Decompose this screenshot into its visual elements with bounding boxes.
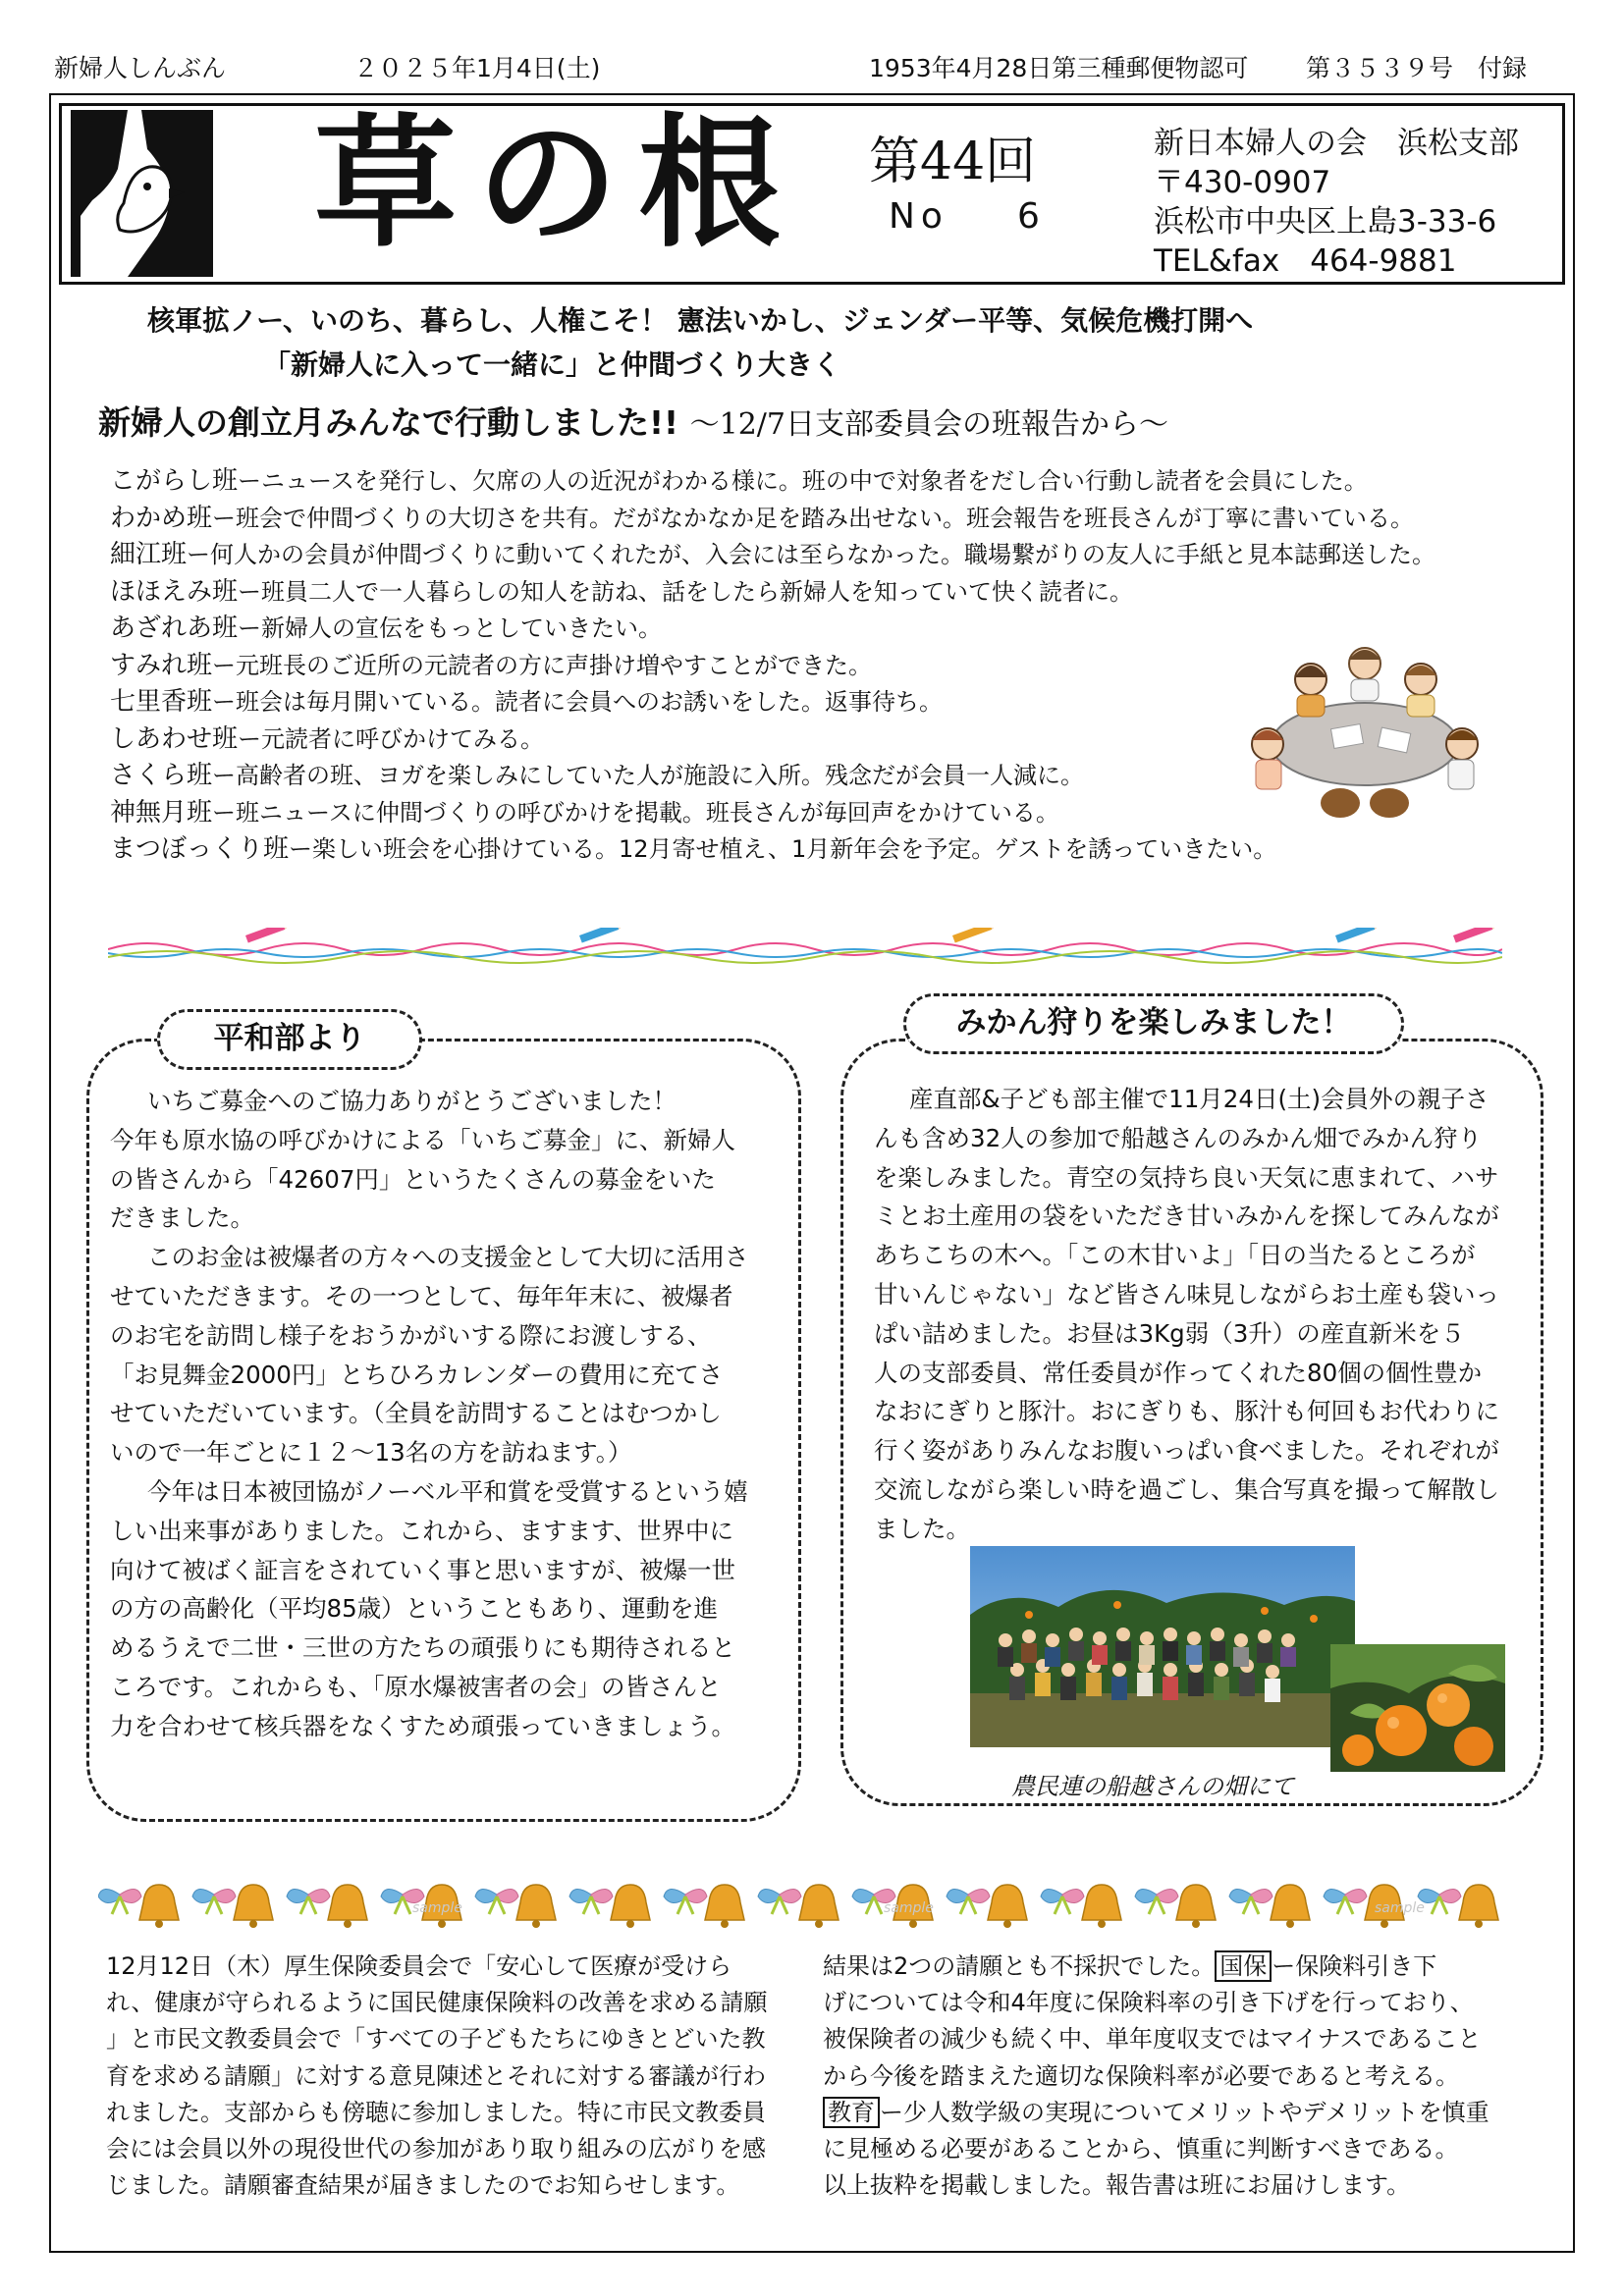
text-line: 」と市民文教委員会で「すべての子どもたちにゆきとどいた教 bbox=[106, 2025, 766, 2054]
list-item bbox=[110, 463, 1504, 501]
publication-date: ２０２５年1月4日(土) bbox=[353, 54, 601, 82]
publication-name: 新婦人しんぶん bbox=[54, 54, 227, 82]
text-line: このお金は被爆者の方々への支援金として大切に活用さ bbox=[147, 1243, 749, 1272]
kyoiku-text: ー少人数学級の実現についてメリットやデメリットを慎重 bbox=[880, 2098, 1489, 2126]
text-line: 力を合わせて核兵器をなくすため頑張っていきましょう。 bbox=[110, 1711, 735, 1740]
address: 浜松市中央区上島3-33-6 bbox=[1154, 204, 1497, 240]
mikan-section-title: みかん狩りを楽しみました！ bbox=[903, 993, 1404, 1054]
peace-section-title: 平和部より bbox=[157, 1009, 422, 1070]
bird-logo-icon bbox=[71, 110, 213, 277]
text-line: の皆さんから「42607円」というたくさんの募金をいた bbox=[110, 1164, 716, 1194]
slogan-line-2: 「新婦人に入って一緒に」と仲間づくり大きく bbox=[263, 348, 841, 381]
text-line: に見極める必要があることから、慎重に判断すべきである。 bbox=[823, 2134, 1459, 2163]
report-group-name: ほほえみ班 bbox=[110, 576, 239, 607]
report-text: ー元読者に呼びかけてみる。 bbox=[238, 724, 545, 753]
text-line: なおにぎりと豚汁。おにぎりも、豚汁も何回もお代わりに bbox=[874, 1397, 1499, 1426]
text-line: 向けて被ばく証言をされていく事と思いますが、被爆一世 bbox=[110, 1555, 735, 1584]
text-line: の方の高齢化（平均85歳）ということもあり、運動を進 bbox=[110, 1594, 719, 1624]
issue-supplement: 第３５３９号 付録 bbox=[1306, 54, 1528, 82]
petition-report-right bbox=[823, 1949, 1530, 2204]
photo-caption: 農民連の船越さんの畑にて bbox=[1011, 1773, 1294, 1800]
mikan-section-text bbox=[874, 1080, 1522, 1549]
text-line: ミとお土産用の袋をいただき甘いみかんを探してみんなが bbox=[874, 1201, 1499, 1231]
headline bbox=[98, 398, 1168, 444]
text-line: ぱい詰めました。お昼は3Kg弱（3升）の産直新米を５ bbox=[874, 1318, 1465, 1348]
text-line: せていただきます。その一つとして、毎年年末に、被爆者 bbox=[110, 1281, 733, 1310]
org-name: 新日本婦人の会 浜松支部 bbox=[1154, 126, 1519, 161]
list-item bbox=[110, 501, 1504, 538]
peace-section-text bbox=[110, 1082, 778, 1746]
report-text: ー元班長のご近所の元読者の方に声掛け増やすことができた。 bbox=[212, 651, 873, 679]
report-text: ー班会で仲間づくりの大切さを共有。だがなかなか足を踏み出せない。班会報告を班長さんが丁寧に書いている。 bbox=[212, 504, 1415, 532]
kyoiku-label: 教育 bbox=[823, 2097, 880, 2128]
text-line: 産直部&子ども部主催で11月24日(土)会員外の親子さ bbox=[909, 1085, 1489, 1113]
issue-number: 第44回 bbox=[869, 133, 1037, 191]
meeting-illustration bbox=[1242, 636, 1488, 823]
text-line bbox=[823, 1949, 1530, 1985]
text-line: を楽しみました。青空の気持ち良い天気に恵まれて、ハサ bbox=[874, 1162, 1499, 1192]
text-line: 以上抜粋を掲載しました。報告書は班にお届けします。 bbox=[823, 2171, 1411, 2200]
group-photo bbox=[970, 1546, 1355, 1747]
result-intro: 結果は2つの請願とも不採択でした。 bbox=[823, 1952, 1216, 1980]
report-group-name: あざれあ班 bbox=[110, 614, 239, 643]
report-text: ー班会は毎月開いている。読者に会員へのお誘いをした。返事待ち。 bbox=[212, 688, 944, 716]
text-line: しい出来事がありました。これから、ますます、世界中に bbox=[110, 1516, 734, 1545]
report-text: ー何人かの会員が仲間づくりに動いてくれたが、入会には至らなかった。職場繋がりの友人に手紙と見本誌郵送した。 bbox=[187, 541, 1436, 568]
issue-no-value: 6 bbox=[1016, 196, 1046, 237]
text-line: ました。 bbox=[874, 1514, 970, 1543]
text-line: 甘いんじゃない」など皆さん味見しながらお土産も袋いっ bbox=[874, 1279, 1499, 1308]
list-item bbox=[110, 537, 1504, 574]
report-text: ー班ニュースに仲間づくりの呼びかけを掲載。班長さんが毎回声をかけている。 bbox=[212, 798, 1059, 827]
report-group-name: 細江班 bbox=[110, 540, 188, 569]
text-line: 育を求める請願」に対する意見陳述とそれに対する審議が行わ bbox=[106, 2061, 766, 2090]
report-group-name: しあわせ班 bbox=[110, 723, 239, 754]
text-line: ころです。これからも、「原水爆被害者の会」の皆さんと bbox=[110, 1672, 722, 1701]
issue-no-label: No bbox=[889, 196, 948, 237]
kokuho-label: 国保 bbox=[1215, 1950, 1272, 1982]
mikan-photo bbox=[1330, 1644, 1505, 1772]
text-line: あちこちの木へ。「この木甘いよ」「日の当たるところが bbox=[874, 1241, 1476, 1270]
text-line: れ、健康が守られるように国民健康保険料の改善を求める請願 bbox=[106, 1989, 768, 2017]
text-line: 今年は日本被団協がノーベル平和賞を受賞するという嬉 bbox=[147, 1476, 748, 1506]
report-group-name: 七里香班 bbox=[110, 687, 213, 717]
text-line: いちご募金へのご協力ありがとうございました！ bbox=[147, 1087, 677, 1115]
headline-sub: ～12/7日支部委員会の班報告から～ bbox=[689, 407, 1168, 442]
text-line: だきました。 bbox=[110, 1203, 254, 1233]
pencil-divider-decoration bbox=[108, 928, 1502, 967]
text-line: 会には会員以外の現役世代の参加があり取り組みの広がりを感 bbox=[106, 2134, 766, 2163]
text-line: んも含め32人の参加で船越さんのみかん畑でみかん狩り bbox=[874, 1123, 1483, 1152]
slogan-line-1: 核軍拡ノー、いのち、暮らし、人権こそ！ 憲法いかし、ジェンダー平等、気候危機打開へ bbox=[147, 304, 1254, 337]
text-line: せていただいています。（全員を訪問することはむつかし bbox=[110, 1399, 722, 1428]
text-line: めるうえで二世・三世の方たちの頑張りにも期待されると bbox=[110, 1633, 735, 1663]
text-line bbox=[823, 2095, 1530, 2131]
masthead-title: 草の根 bbox=[314, 100, 800, 267]
text-line: 「お見舞金2000円」とちひろカレンダーの費用に充てさ bbox=[110, 1360, 724, 1389]
postal-permit: 1953年4月28日第三種郵便物認可 bbox=[869, 54, 1249, 82]
report-text: ー新婦人の宣伝をもっとしていきたい。 bbox=[238, 614, 663, 642]
issue-no bbox=[889, 196, 1046, 237]
report-group-name: すみれ班 bbox=[110, 650, 213, 680]
text-line: 12月12日（木）厚生保険委員会で「安心して医療が受けら bbox=[106, 1952, 732, 1980]
tel-fax: TEL&fax 464-9881 bbox=[1154, 243, 1457, 279]
text-line: 行く姿がありみんなお腹いっぱい食べました。それぞれが bbox=[874, 1436, 1499, 1466]
text-line: 人の支部委員、常任委員が作ってくれた80個の個性豊か bbox=[874, 1358, 1483, 1387]
watermark-text: sample bbox=[884, 1900, 934, 1916]
report-group-name: 神無月班 bbox=[110, 797, 213, 828]
petition-report-left bbox=[106, 1949, 793, 2204]
kokuho-text: ー保険料引き下 bbox=[1272, 1952, 1437, 1980]
text-line: 被保険者の減少も続く中、単年度収支ではマイナスであること bbox=[823, 2025, 1482, 2054]
report-group-name: さくら班 bbox=[110, 761, 213, 790]
text-line: じました。請願審査結果が届きましたのでお知らせします。 bbox=[106, 2171, 740, 2200]
text-line: 交流しながら楽しい時を過ごし、集合写真を撮って解散し bbox=[874, 1474, 1499, 1504]
report-group-name: こがらし班 bbox=[110, 466, 239, 496]
report-text: ーニュースを発行し、欠席の人の近況がわかる様に。班の中で対象者をだし合い行動し読者を会員にした。 bbox=[238, 467, 1368, 495]
text-line: いので一年ごとに１２～13名の方を訪ねます。） bbox=[110, 1438, 632, 1468]
bell-garland-decoration bbox=[98, 1870, 1512, 1939]
list-item bbox=[110, 831, 1504, 869]
text-line: れました。支部からも傍聴に参加しました。特に市民文教委員 bbox=[106, 2098, 766, 2126]
report-group-name: まつぼっくり班 bbox=[110, 834, 290, 864]
watermark-text: sample bbox=[1375, 1900, 1425, 1916]
list-item bbox=[110, 574, 1504, 612]
postal-code: 〒430-0907 bbox=[1154, 165, 1331, 200]
report-group-name: わかめ班 bbox=[110, 503, 213, 533]
text-line: から今後を踏まえた適切な保険料率が必要であると考える。 bbox=[823, 2061, 1459, 2090]
report-text: ー班員二人で一人暮らしの知人を訪ね、話をしたら新婦人を知っていて快く読者に。 bbox=[238, 577, 1134, 606]
report-text: ー高齢者の班、ヨガを楽しみにしていた人が施設に入所。残念だが会員一人減に。 bbox=[212, 762, 1085, 789]
headline-main: 新婦人の創立月みんなで行動しました!! bbox=[98, 403, 679, 442]
text-line: 今年も原水協の呼びかけによる「いちご募金」に、新婦人 bbox=[110, 1125, 735, 1154]
watermark-text: sample bbox=[412, 1900, 462, 1916]
text-line: げについては令和4年度に保険料率の引き下げを行っており、 bbox=[823, 1989, 1474, 2017]
report-text: ー楽しい班会を心掛けている。12月寄せ植え、1月新年会を予定。ゲストを誘っていきたい。 bbox=[289, 835, 1277, 863]
text-line: のお宅を訪問し様子をおうかがいする際にお渡しする、 bbox=[110, 1320, 712, 1350]
